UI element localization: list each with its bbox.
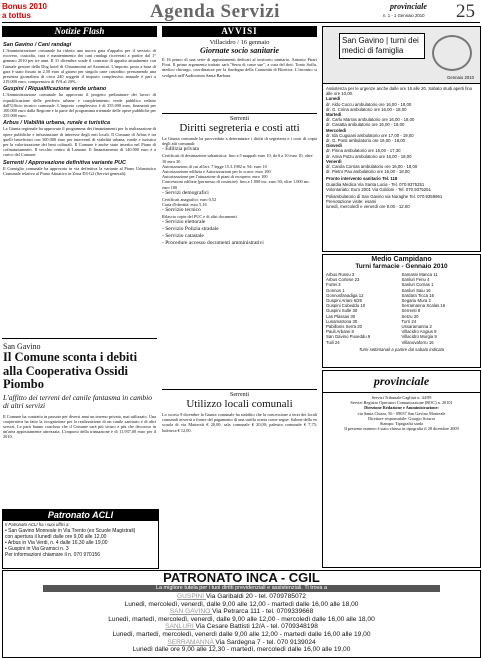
medici-row: dr. G. Cirina ambulatorio ore 16,00 - 18,00 — [326, 106, 407, 112]
page-number: 25 — [456, 1, 475, 22]
medici-row: dr. Ida Cuguiani ambulatorio ore 17,00 - 19,00 — [326, 132, 414, 138]
diritti-item: Carta d'identità: euro 5,16 — [162, 202, 207, 208]
prenotazione: Prenotazione visite: esami — [326, 199, 377, 205]
farmacie-note: Turni settimanali a partire dal sabato indicato — [358, 346, 445, 352]
sangavino-kicker: San Gavino — [3, 342, 41, 351]
notizie-s2-title: Guspini / Riqualificazione verde urbano — [3, 86, 107, 93]
avvisi-title: AVVISI — [162, 26, 317, 37]
farmacia-entry: Guspini Sulle 30 — [326, 308, 358, 314]
medici-row: dr. Carlo Marras ambulatorio ore 16,00 - 18,00 — [326, 117, 415, 123]
avvisi-kicker: Villacidro / 16 gennaio — [209, 39, 270, 46]
medici-title: San Gavino | turni dei medici di famiglia — [339, 33, 425, 59]
notizie-s1-title: San Gavino / Cani randagi — [3, 42, 72, 48]
diritti-item: Certificati anagrafici: euro 0,52 — [162, 196, 217, 202]
notizie-s3-body: La Giunta regionale ha approvato il programma dei finanziamenti per la realizzazione di opere pubbliche e infrastrutture di interesse degli enti locali. Il Comune di Arbus è tra quelli beneficiari con 500.000 euro per interventi di viabilità urbana, rurale e turistica per la valorizzazione dei beni culturali. Il Comune è anche stato inserito nel Piano di cofinanziamento. Il vecchio centro di Lamone. Il finanziamento di 140.000 euro è a carico del Comune. — [3, 126, 156, 158]
diritti-headline: Diritti segreteria e costi atti — [179, 122, 300, 134]
diritti-item: Autorizzazione edilizia e Autorizzazioni per lo scavo: euro 100 — [162, 169, 271, 175]
diritti-body: La Giunta comunale ha provveduto a determinare i diritti di segreteria e i costi di copia degli atti comunali: — [162, 136, 317, 147]
medici-row: dr. Aldo Cuccu ambulatorio ore 16,00 - 18,00 — [326, 101, 412, 107]
inca-title: PATRONATO INCA - CGIL — [163, 570, 320, 585]
inca-subtitle: La migliore tutela per i tuoi diritti previdenziali e assistenziali. Ti trova a — [43, 585, 440, 592]
farmacia-entry: Turri 24 — [401, 318, 417, 324]
inca-place: SERRAMANNA — [167, 638, 216, 646]
farmacia-entry: Arbus Russu 3 — [326, 272, 355, 277]
utilizzo-rule — [162, 389, 317, 390]
medici-row: Lunedì — [326, 96, 341, 102]
diritti-rule — [162, 113, 317, 114]
guardia-medica: Guardia Medica Via Santa Lucia - Tel. 070.9375251 — [326, 181, 425, 187]
farmacia-entry: Tuili 24 — [326, 339, 340, 345]
farmacia-entry: Ussaramanna 2 — [401, 324, 432, 330]
diritti-item: - Servizi demografici — [162, 189, 209, 196]
brand-logo: provinciale — [390, 2, 427, 11]
inca-addr: Lunedì, martedì, mercoledì, venerdì dalle 9,00 alle 12,00 - martedì dalle 16,00 alle 19,00 — [112, 630, 371, 638]
volontariato: Volontariato: Euro 2001 Via Goldoni - Tel. 070.9375251 — [326, 186, 431, 192]
acli-line: • San Gavino Monreale in Via Trento (ex Scuole Magistrali) — [5, 528, 136, 535]
inca-addr: Via Petrarca 111 - tel. 0709339668 — [212, 608, 314, 616]
notizie-flash-title: Notizie Flash — [2, 26, 157, 37]
acli-title: Patronato ACLI — [3, 510, 158, 521]
inca-box — [2, 570, 481, 658]
farmacia-entry: Sanluri Saiu 16 — [401, 287, 431, 293]
utilizzo-kicker: Serrenti — [230, 392, 249, 398]
bonus-box — [2, 2, 54, 20]
diritti-item: - Servizio tecnico — [162, 207, 201, 214]
medici-stethoscope-icon — [432, 35, 472, 71]
impressum-box — [322, 370, 481, 568]
inca-row — [3, 646, 480, 654]
diritti-item: - Servizio catastale — [162, 233, 204, 240]
avvisi-headline: Giornate socio sanitarie — [199, 46, 280, 55]
inca-row — [3, 608, 480, 616]
bonus-line1: Bonus 2010 — [2, 2, 47, 11]
notizie-s2-body: L'Amministrazione comunale ha approvato il progetto preliminare dei lavori di riqualificazione delle periferie urbane e completamento verde pubblico redatto dall'Ufficio tecnico comunale. L'importo complessivo è di 355.000 euro, finanziati per 100.000 euro dalla Regione e la parte del programma triennale delle opere pubbliche per 255.000 euro. — [3, 92, 156, 119]
farmacie-col-right — [402, 272, 478, 345]
inca-row — [3, 593, 480, 601]
sangavino-rule — [2, 338, 157, 339]
impressum-line: Servizi Registro Operatori Comunicazione (ROC) n. 20101 — [350, 400, 453, 406]
bonus-line2: a tottus — [2, 11, 31, 20]
acli-line: • Guspini in Via Gramsci n. 3 — [5, 546, 69, 553]
inca-row — [3, 639, 480, 647]
farmacia-entry: Furtei 3 — [326, 282, 341, 288]
medici-row: Martedì — [326, 112, 342, 118]
acli-line: Per informazioni chiamare il n. 070 970156 — [5, 552, 101, 559]
medici-row: Venerdì — [326, 158, 342, 164]
medici-row: dr. Pietro Pau ambulatorio ore 16,00 - 18,00 — [326, 169, 410, 175]
notizie-s3-title: Arbus / Viabilità urbana, rurale e turistica — [3, 120, 111, 127]
farmacia-entry: Guspini Ariani 6/26 — [326, 298, 363, 304]
farmacie-box — [322, 254, 481, 368]
farmacia-entry: San Gavino Puxeddu 9 — [326, 334, 371, 340]
medici-row: Giovedì — [326, 143, 342, 149]
farmacie-subtitle: Turni farmacie - Gennaio 2010 — [355, 263, 448, 270]
patronato-acli — [2, 509, 159, 569]
poliambulatorio: Poliambulatorio di San Gavino via Nuraghe Tel. 070.9359961 — [326, 194, 443, 200]
utilizzo-article — [162, 392, 317, 433]
sangavino-article — [3, 342, 156, 440]
inca-row — [3, 623, 480, 631]
impressum-logo: provinciale — [323, 371, 480, 393]
orari: lunedì, mercoledì e venerdì ore 9.00 - 12.00 — [326, 204, 410, 210]
farmacia-entry: Sanluri Corrias 1 — [401, 282, 434, 288]
acli-line: con apertura il lunedì dalle ore 9,00 alle 12,00 — [5, 534, 107, 541]
inca-addr: Lunedì, mercoledì, venerdì, dalle 9,00 alle 12,00 - martedì dalle 16,00 alle 18,00 — [124, 600, 359, 608]
inca-row — [3, 616, 480, 624]
sangavino-subtitle: L'affitto dei terreni del canile fantasma in cambio di altri servizi — [3, 392, 153, 410]
inca-place: SAN GAVINO — [169, 608, 213, 616]
diritti-items — [162, 146, 317, 247]
notizie-s4-title: Serrenti / Approvazione definitiva variante PUC — [3, 159, 126, 166]
diritti-item: Autorizzazioni di cui all'art. 7 legge 15.3.1982 n. 94: euro 10 — [162, 163, 267, 169]
medici-row: dr. Anna Putzu ambulatorio ore 16,00 - 18,00 — [326, 153, 412, 159]
medici-row: Mercoledì — [326, 127, 347, 133]
farmacia-entry: Gonnosfanadiga 12 — [326, 292, 364, 298]
inca-addr: Lunedì, martedì, mercoledì, venerdì, dalle 9,00 alle 12,00 - mercoledì dalle 16,00 alle 18,00 — [108, 615, 375, 623]
diritti-item: - Procedure accesso documenti amministrativi — [162, 240, 264, 247]
diritti-item: Autorizzazione per l'attuazione di piani di recupero: euro 100 — [162, 174, 268, 180]
avvisi-body: Il 16 primo di una serie di appuntamenti dedicati al territorio sanitario. Antonio Pirari Fiori. Il primo argomento trattato sarà "Serra di casse sue", a cura del dott. Tonio Soffu, medico chirurgo, coordinatore per la Sardegna della Comunità di Bioetica. L'incontro si svolgerà nell'Auditorium Santa Barbara. — [162, 57, 317, 78]
impressum-line: Servizi Tribunale Cagliari n. 44/99 — [371, 395, 432, 400]
pronto-intervento: Pronto intervento sanitario Tel. 118 — [326, 176, 398, 182]
medici-month: Gennaio 2010 — [447, 74, 474, 80]
acli-sub: Il Patronato ACLI ha i suoi uffici a: — [5, 522, 70, 527]
notizie-flash — [3, 40, 156, 176]
farmacia-entry: Guspini Cubeddu 10 — [326, 303, 366, 309]
impressum-line: Stampa: Tipografia sarda — [379, 421, 424, 427]
farmacia-entry: Sanluri Fenu 4 — [401, 277, 430, 283]
impressum-line: Direzione Redazione e Amministrazione: — [364, 405, 439, 411]
farmacia-entry: Villanovaforru 16 — [401, 339, 434, 345]
impressum-line: Direttore responsabile: Giorgio Sciarra — [368, 415, 435, 421]
notizie-s1-body: L'Amministrazione comunale ha ridotto una nuova gara d'appalto per il servizio di ricovero, custodia, cura e mantenimento dei cani randagi ricoverati a partire dal 1° gennaio 2010 per tre anni. Il 31 dicembre scade il contratto di appalto attualmente con l'attuale gestore della Dog hotel di Chiaramonti ad Assemini. L'importo posto a base di gara è stato fissato in 2,50 euro al giorno per singolo cane custodito; presumendo una presenza giornaliera di circa 240 soggetti il importo complessivo annuale è pari a 219.000 euro, comprensivo di IVA al 20%. — [3, 48, 156, 85]
farmacia-entry: Samassi Manca 11 — [401, 272, 438, 277]
farmacia-entry: Gonnos 1 — [326, 287, 345, 293]
header-rule — [2, 22, 480, 23]
utilizzo-headline: Utilizzo locali comunali — [186, 398, 293, 410]
farmacie-title: Medio Campidano — [371, 256, 432, 263]
medici-row: dr. Carola Corrias ambulatorio ore 16,00 - 18,00 — [326, 164, 418, 170]
inca-addr: Via Sardegna 7 - tel. 070 9139024 — [215, 638, 316, 646]
farmacie-col-left — [326, 272, 402, 345]
diritti-item: - Edilizia privata — [162, 146, 199, 153]
farmacia-entry: Villacidro Angius 9 — [401, 329, 437, 335]
avvisi-article — [162, 39, 317, 78]
inca-place: GUSPINI — [177, 593, 206, 600]
inca-addr: Via Garibaldi 20 - tel. 0709785072 — [205, 593, 306, 600]
diritti-item: - Servizio Polizia stradale — [162, 226, 219, 233]
farmacia-entry: Las Plassas 30 — [326, 313, 356, 319]
diritti-article — [162, 116, 317, 247]
inca-addr: Via Cesare Battisti 12/A - tel. 0709348198 — [195, 623, 318, 631]
issue-date: n. 1 - 1 Gennaio 2010 — [383, 13, 425, 18]
acli-line: • Arbus in Via Verdi, n. 4 dalle 16,30 alle 19,00 — [5, 540, 108, 547]
medici-row: dr. G. Ponti ambulatorio ore 16,00 - 18,00 — [326, 138, 406, 144]
farmacia-entry: Serrenti 8 — [401, 308, 421, 314]
medici-intro: Assistenza per le urgenze anche dalle ore 16 alle 20. Sabato studi aperti fino alle ore 10,00. — [326, 86, 473, 97]
diritti-item: Certificati di destinazione urbanistica: fino a 5 mappali euro 10, da 6 a 10 euro 10, oltre 10 euro 30 — [162, 153, 313, 164]
farmacia-entry: Villacidro Murgia 9 — [401, 334, 437, 340]
impressum-line: Il presente numero è stato chiuso in tipografia il 28 dicembre 2009 — [344, 426, 459, 432]
farmacia-entry: Arbus Cortese 23 — [326, 277, 360, 283]
farmacia-entry: Serramanna Scalas 16 — [401, 303, 446, 309]
diritti-item: Concessioni edilizie (permesso di costruire): fino a 1.000 mc. euro 50; oltre 1.000 mc. euro 100 — [162, 179, 311, 190]
utilizzo-body: Lo scorso 9 dicembre la Giunta comunale ha stabilito che la concessione a terzi dei locali comunali avverrà a fronte del pagamento di una tariffa oraria come segue: Salone della ex scuola di via Matteotti € 20,00; sala comunale € 20,00; palestra comunale € 7,75; ludoteca € 12,00. — [162, 412, 317, 433]
page-title: Agenda Servizi — [150, 1, 280, 22]
farmacia-entry: Setzu 30 — [401, 313, 419, 319]
farmacia-entry: Pabillonis Serra 20 — [326, 324, 363, 330]
farmacia-entry: Segariu Mura 2 — [401, 298, 431, 304]
acli-lines — [3, 528, 158, 558]
inca-row — [3, 631, 480, 639]
medici-header — [323, 27, 480, 84]
medici-box — [322, 26, 481, 252]
medici-row: dr. Pinna ambulatorio ore 16,00 - 17,30 — [326, 148, 401, 154]
inca-rows — [3, 593, 480, 654]
inca-place: SANLURI — [165, 623, 196, 631]
diritti-item: Rilascio copie del PUC e di altri documenti — [162, 214, 237, 220]
farmacia-entry: Sardara Ticca 16 — [401, 292, 434, 298]
sangavino-headline: Il Comune sconta i debiti alla Cooperativa Ossidi Piombo — [3, 350, 138, 391]
inca-addr: Lunedì dalle ore 9,00 alle 12,30 - martedì, mercoledì dalle 16,00 alle 19,00 — [132, 646, 351, 654]
impressum-line: via Santa Chiara, 56 - 09037 San Gavino Monreale — [357, 410, 446, 416]
inca-row — [3, 601, 480, 609]
medici-row: dr. Casatta ambulatorio ore 16,00 - 18,00 — [326, 122, 405, 128]
farmacia-entry: Lunamatrona 30 — [326, 318, 358, 324]
farmacia-entry: Pauli Arbarei 8 — [326, 329, 354, 335]
diritti-kicker: Serrenti — [230, 116, 249, 122]
notizie-s4-body: Il Consiglio comunale ha approvato in via definitiva la variante al Piano Urbanistico Comunale relativo al Piano Attuativo in Zona D3-G2 (Servizi generali). — [3, 165, 156, 176]
sangavino-body: Il Comune ha contratto in passato per diversi anni un terreno privato, mai utilizzato. Una cooperativa ha fatto la ricognizione per la realizzazione di un canile sanitario e di altri servizi. Le parti hanno concluso che il Comune sarà più sicuro e più che decoroso in un'area appositamente attrezzata. L'importo della transazione è di 11.937,00 euro per il 2010. — [3, 413, 156, 440]
diritti-item: - Servizio elettorale — [162, 219, 206, 226]
